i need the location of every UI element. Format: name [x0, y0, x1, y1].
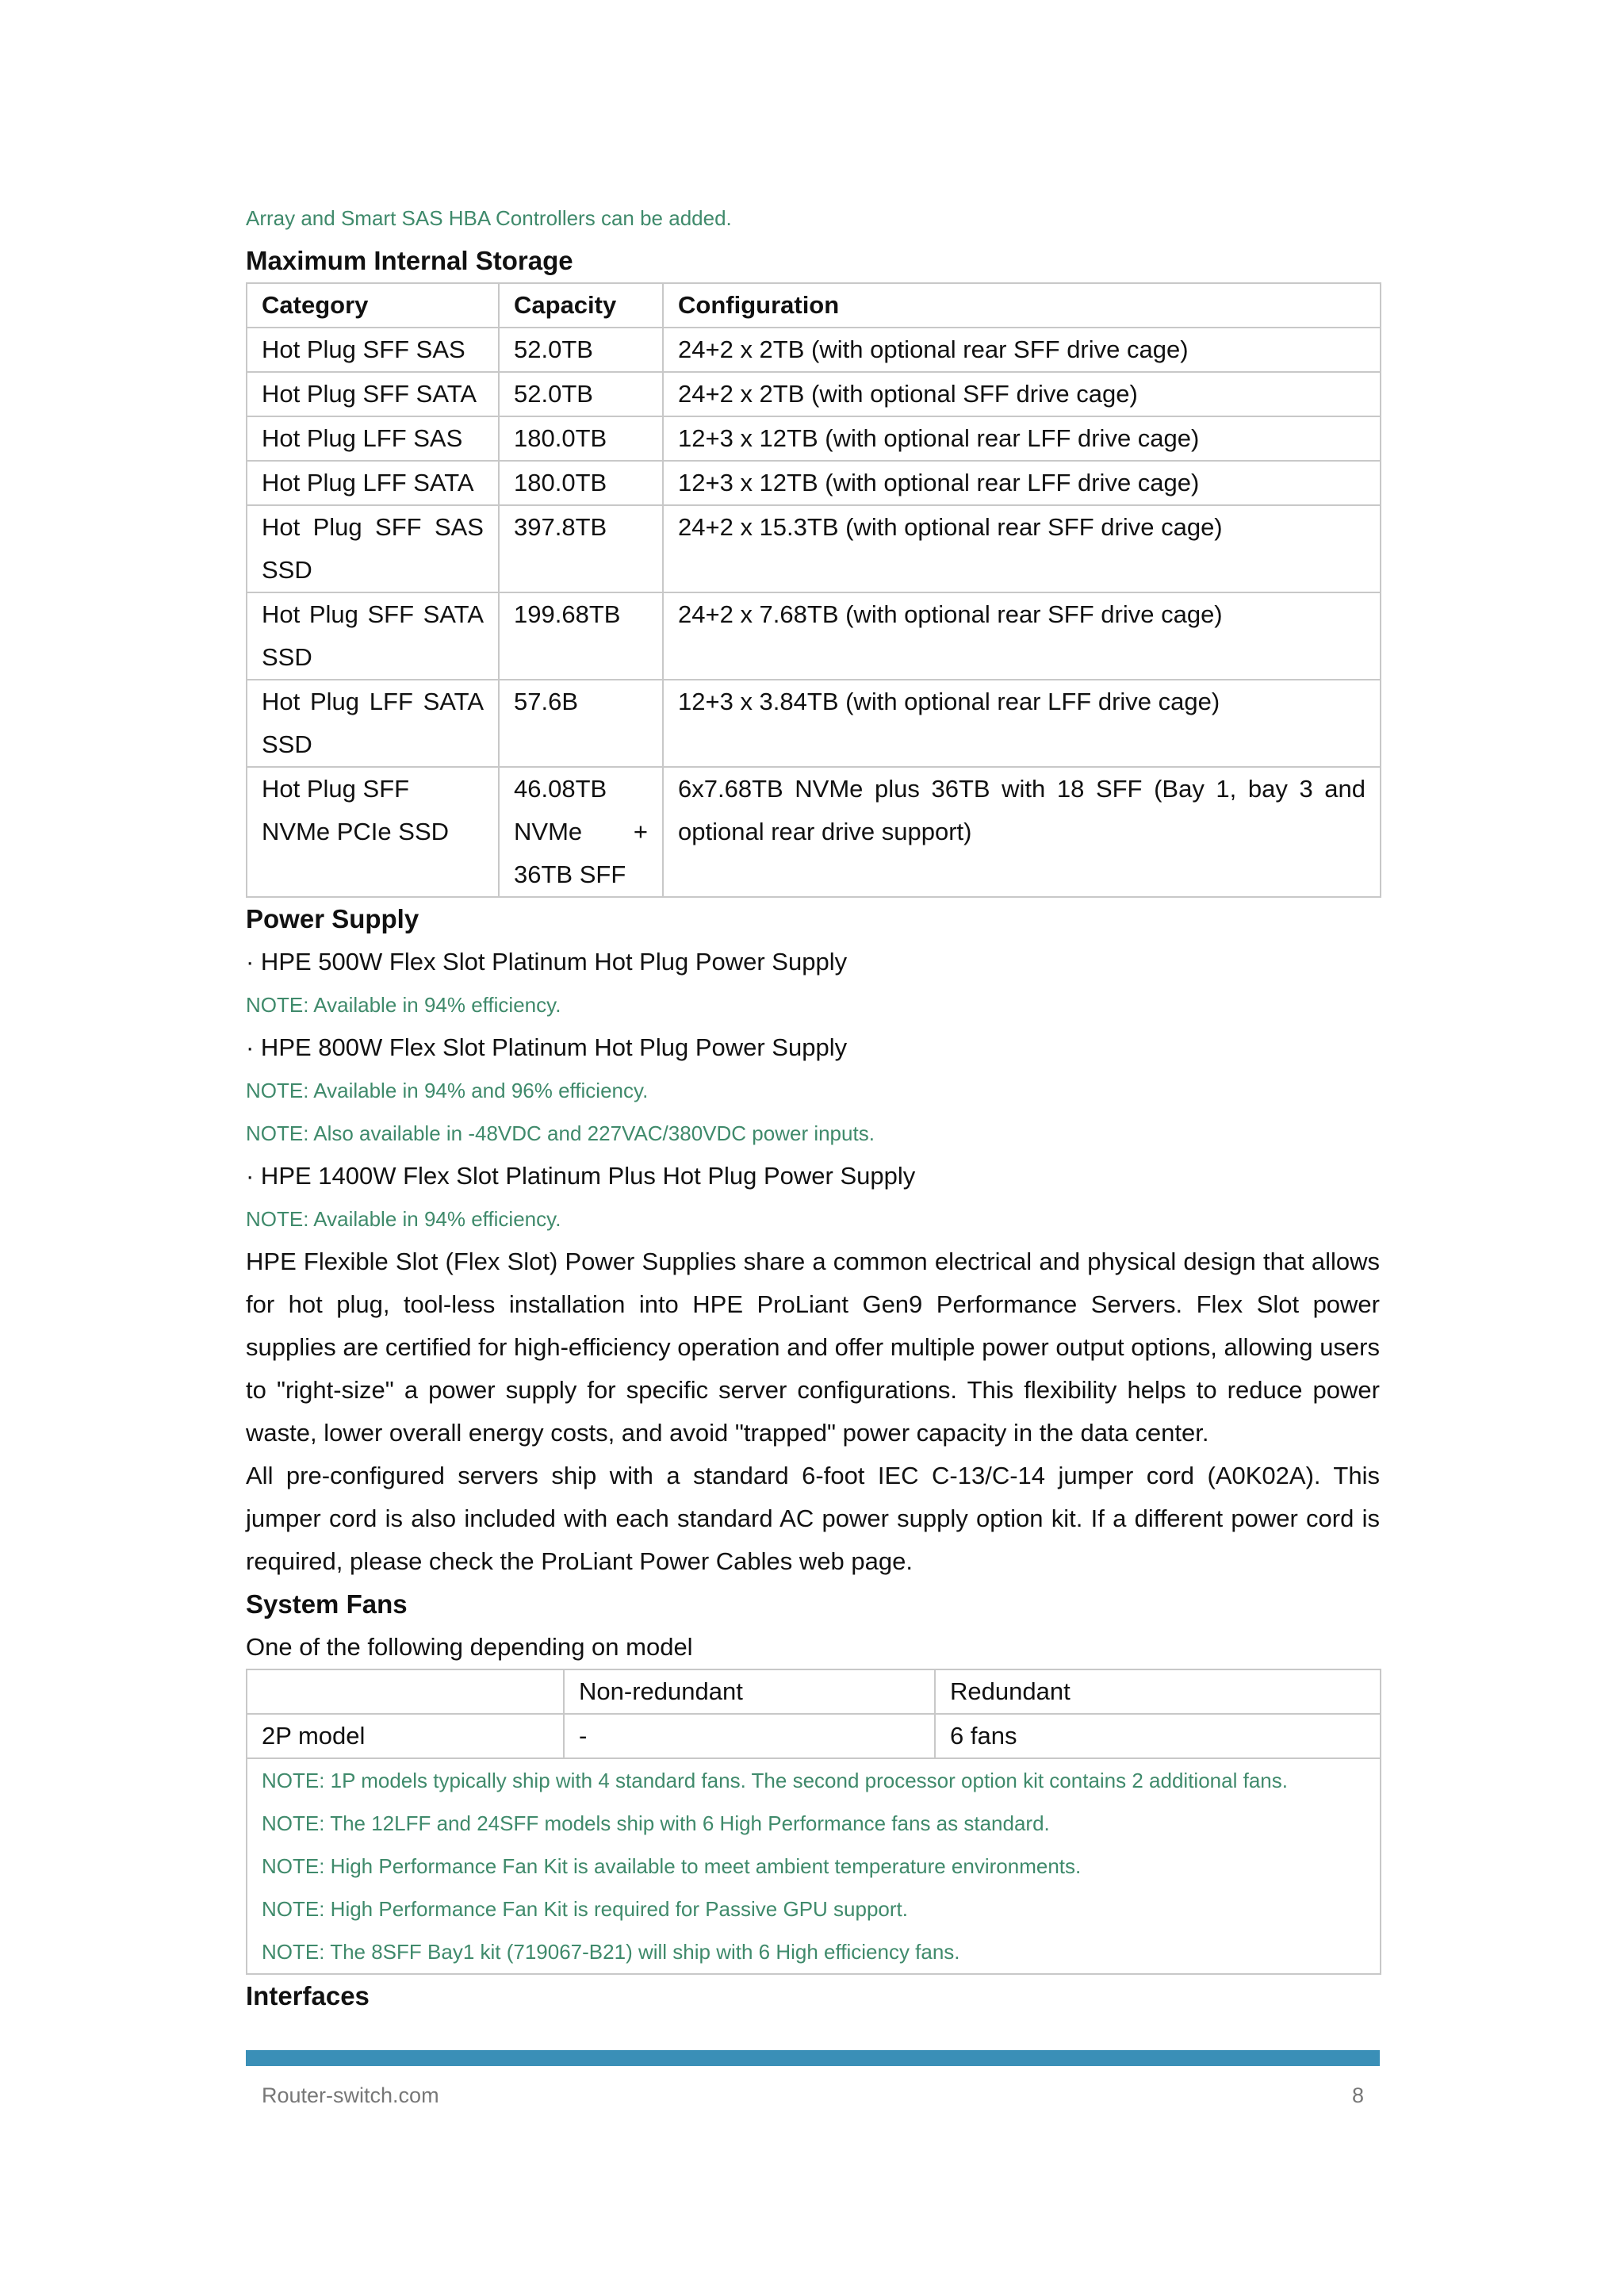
cell-configuration: 24+2 x 2TB (with optional SFF drive cage) [663, 372, 1381, 416]
table-row [247, 505, 1381, 592]
fans-header-empty [247, 1669, 564, 1714]
fans-note: NOTE: High Performance Fan Kit is required for Passive GPU support. [262, 1897, 908, 1921]
power-item-500w: · HPE 500W Flex Slot Platinum Hot Plug Power Supply [246, 948, 848, 976]
power-paragraph-jumper-cord: All pre-configured servers ship with a standard 6-foot IEC C-13/C-14 jumper cord (A0K02A). This jumper cord is also included with each standard AC power supply option kit. If a different power cord is required, please check the ProLiant Power Cables web page. [246, 1462, 1380, 1575]
cell-configuration: 24+2 x 2TB (with optional rear SFF drive cage) [663, 328, 1381, 372]
interfaces-heading: Interfaces [246, 1981, 370, 2010]
fans-note: NOTE: 1P models typically ship with 4 standard fans. The second processor option kit contains 2 additional fans. [262, 1769, 1288, 1792]
cell-configuration: 12+3 x 12TB (with optional rear LFF drive cage) [663, 461, 1381, 505]
cell-configuration: 12+3 x 3.84TB (with optional rear LFF drive cage) [663, 680, 1381, 767]
power-note-500w: NOTE: Available in 94% efficiency. [246, 993, 561, 1017]
cell-capacity: 46.08TB NVMe + 36TB SFF [499, 767, 663, 897]
table-row [247, 592, 1381, 680]
page-number: 8 [1351, 2083, 1364, 2107]
table-row [247, 461, 1381, 505]
table-row [247, 680, 1381, 767]
storage-heading: Maximum Internal Storage [246, 246, 573, 275]
cell-configuration: 24+2 x 15.3TB (with optional rear SFF drive cage) [663, 505, 1381, 592]
fans-header-redundant: Redundant [935, 1669, 1381, 1714]
header-capacity: Capacity [499, 283, 663, 328]
cell-category: Hot Plug LFF SAS [247, 416, 499, 461]
cell-capacity: 52.0TB [499, 372, 663, 416]
cell-category: Hot Plug LFF SATA SSD [247, 680, 499, 767]
intro-note: Array and Smart SAS HBA Controllers can be added. [246, 206, 732, 230]
table-row [247, 1714, 1381, 1758]
power-note-800w-efficiency: NOTE: Available in 94% and 96% efficiency. [246, 1079, 649, 1102]
table-row [247, 372, 1381, 416]
power-paragraph-flex-slot: HPE Flexible Slot (Flex Slot) Power Supplies share a common electrical and physical design that allows for hot plug, tool-less installation into HPE ProLiant Gen9 Performance Servers. Flex Slot power supplies are certified for high-efficiency operation and offer multiple power output options, allowing users to "right-size" a power supply for specific server configurations. This flexibility helps to reduce power waste, lower overall energy costs, and avoid "trapped" power capacity in the data center. [246, 1248, 1380, 1447]
fans-note: NOTE: High Performance Fan Kit is available to meet ambient temperature environments. [262, 1854, 1082, 1878]
fans-heading: System Fans [246, 1589, 408, 1619]
header-configuration: Configuration [663, 283, 1381, 328]
power-item-1400w: · HPE 1400W Flex Slot Platinum Plus Hot Plug Power Supply [246, 1162, 916, 1190]
fans-table [246, 1669, 1381, 1975]
cell-configuration: 12+3 x 12TB (with optional rear LFF drive cage) [663, 416, 1381, 461]
cell-capacity: 180.0TB [499, 461, 663, 505]
footer-site: Router-switch.com [262, 2083, 439, 2107]
footer-divider [246, 2050, 1380, 2066]
fans-row-label: 2P model [247, 1714, 564, 1758]
fans-notes-row [247, 1758, 1381, 1974]
fans-row-nonredundant: - [564, 1714, 935, 1758]
fans-row-redundant: 6 fans [935, 1714, 1381, 1758]
cell-category: Hot Plug SFF SAS SSD [247, 505, 499, 592]
cell-capacity: 52.0TB [499, 328, 663, 372]
cell-category: Hot Plug SFF SATA [247, 372, 499, 416]
cell-category: Hot Plug SFF NVMe PCIe SSD [247, 767, 499, 897]
storage-table-header [247, 283, 1381, 328]
fans-note: NOTE: The 8SFF Bay1 kit (719067-B21) will ship with 6 High efficiency fans. [262, 1940, 960, 1964]
power-note-1400w: NOTE: Available in 94% efficiency. [246, 1207, 561, 1231]
cell-configuration: 6x7.68TB NVMe plus 36TB with 18 SFF (Bay 1, bay 3 and optional rear drive support) [663, 767, 1381, 897]
storage-table [246, 282, 1381, 898]
table-row [247, 416, 1381, 461]
cell-category: Hot Plug SFF SAS [247, 328, 499, 372]
cell-category: Hot Plug LFF SATA [247, 461, 499, 505]
cell-capacity: 397.8TB [499, 505, 663, 592]
power-note-800w-inputs: NOTE: Also available in -48VDC and 227VAC/380VDC power inputs. [246, 1121, 875, 1145]
cell-category: Hot Plug SFF SATA SSD [247, 592, 499, 680]
power-heading: Power Supply [246, 904, 419, 933]
page-content [246, 0, 1380, 2018]
fans-note: NOTE: The 12LFF and 24SFF models ship with 6 High Performance fans as standard. [262, 1811, 1050, 1835]
cell-configuration: 24+2 x 7.68TB (with optional rear SFF drive cage) [663, 592, 1381, 680]
table-row [247, 328, 1381, 372]
fans-header-nonredundant: Non-redundant [564, 1669, 935, 1714]
cell-capacity: 180.0TB [499, 416, 663, 461]
power-item-800w: · HPE 800W Flex Slot Platinum Hot Plug Power Supply [246, 1033, 848, 1061]
fans-intro: One of the following depending on model [246, 1633, 693, 1661]
cell-capacity: 57.6B [499, 680, 663, 767]
fans-table-header [247, 1669, 1381, 1714]
fans-notes-cell [247, 1758, 1381, 1974]
header-category: Category [247, 283, 499, 328]
cell-capacity: 199.68TB [499, 592, 663, 680]
table-row [247, 767, 1381, 897]
